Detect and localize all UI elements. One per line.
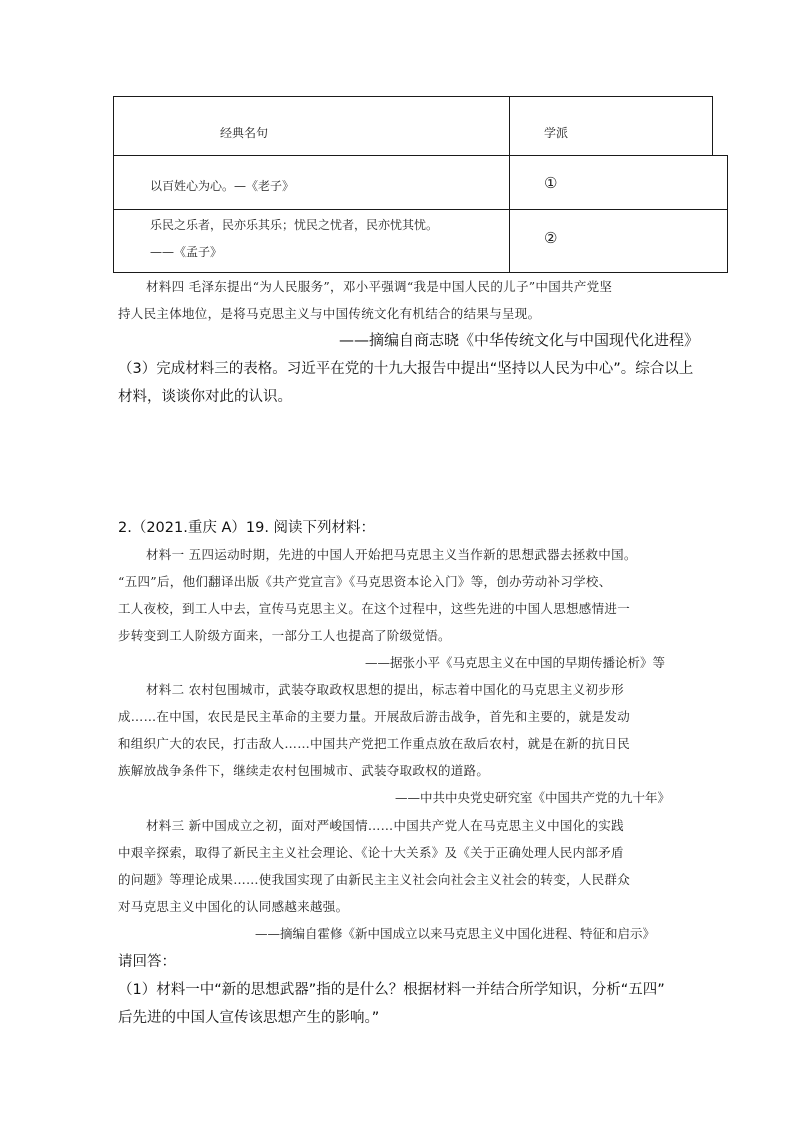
material3-source: ——摘编自霍修《新中国成立以来马克思主义中国化进程、特征和启示》 (255, 926, 656, 941)
material2-line3: 和组织广大的农民，打击敌人……中国共产党把工作重点放在敌后农村，就是在新的抗日民 (118, 736, 631, 751)
question1-line2: 后先进的中国人宣传该思想产生的影响。” (118, 1010, 380, 1026)
table-border-top (113, 96, 712, 97)
table-border-right-header (712, 96, 713, 156)
material1-line1: 材料一 五四运动时期，先进的中国人开始把马克思主义当作新的思想武器去拯救中国。 (146, 547, 637, 562)
material4-source: ——摘编自商志晓《中华传统文化与中国现代化进程》 (339, 331, 700, 349)
material1-line4: 步转变到工人阶级方面来，一部分工人也提高了阶级觉悟。 (118, 628, 451, 643)
material1-line2: “五四”后，他们翻译出版《共产党宣言》《马克思资本论入门》等，创办劳动补习学校、 (118, 574, 612, 589)
table-border-row2 (113, 209, 727, 210)
material4-line1: 材料四 毛泽东提出“为人民服务”，邓小平强调“我是中国人民的儿子”中国共产党坚 (146, 279, 613, 294)
table-row1-quote: 以百姓心为心。—《老子》 (150, 179, 295, 193)
table-row2-quote-line2: ——《孟子》 (150, 245, 223, 259)
table-header-school: 学派 (544, 126, 569, 140)
table-row1-answer: ① (544, 174, 558, 192)
table-row2-answer: ② (544, 229, 558, 247)
material1-line3: 工人夜校，到工人中去，宣传马克思主义。在这个过程中，这些先进的中国人思想感情进一 (118, 601, 631, 616)
material3-line3: 的问题》等理论成果……使我国实现了由新民主主义社会向社会主义社会的转变，人民群众 (118, 872, 631, 887)
material4-line2: 持人民主体地位，是将马克思主义与中国传统文化有机结合的结果与呈现。 (118, 306, 541, 321)
table-border-mid (509, 96, 510, 273)
question3-line1: （3）完成材料三的表格。习近平在党的十九大报告中提出“坚持以人民为中心”。综合以上 (118, 361, 694, 377)
table-border-bottom (113, 272, 727, 273)
table-border-right (727, 155, 728, 273)
question3-line2: 材料，谈谈你对此的认识。 (118, 389, 292, 405)
table-border-row1 (113, 155, 727, 156)
material2-line1: 材料二 农村包围城市，武装夺取政权思想的提出，标志着中国化的马克思主义初步形 (146, 682, 624, 697)
question1-line1: （1）材料一中“新的思想武器”指的是什么？根据材料一并结合所学知识，分析“五四” (118, 982, 665, 998)
material3-line1: 材料三 新中国成立之初，面对严峻国情……中国共产党人在马克思主义中国化的实践 (146, 818, 624, 833)
table-row2-quote-line1: 乐民之乐者，民亦乐其乐；忧民之忧者，民亦忧其忧。 (150, 218, 439, 232)
answer-prompt: 请回答： (118, 954, 176, 970)
material2-line4: 族解放战争条件下，继续走农村包围城市、武装夺取政权的道路。 (118, 763, 490, 778)
material2-line2: 成……在中国，农民是民主革命的主要力量。开展敌后游击战争，首先和主要的，就是发动 (118, 709, 631, 724)
material1-source: ——据张小平《马克思主义在中国的早期传播论析》等 (365, 655, 666, 670)
problem2-heading: 2.（2021.重庆 A）19. 阅读下列材料： (118, 520, 376, 536)
material3-line4: 对马克思主义中国化的认同感越来越强。 (118, 899, 349, 914)
material3-line2: 中艰辛探索，取得了新民主主义社会理论、《论十大关系》及《关于正确处理人民内部矛盾 (118, 845, 624, 860)
material2-source: ——中共中央党史研究室《中国共产党的九十年》 (395, 790, 671, 805)
table-header-quote: 经典名句 (220, 126, 269, 140)
table-border-left (113, 96, 114, 273)
